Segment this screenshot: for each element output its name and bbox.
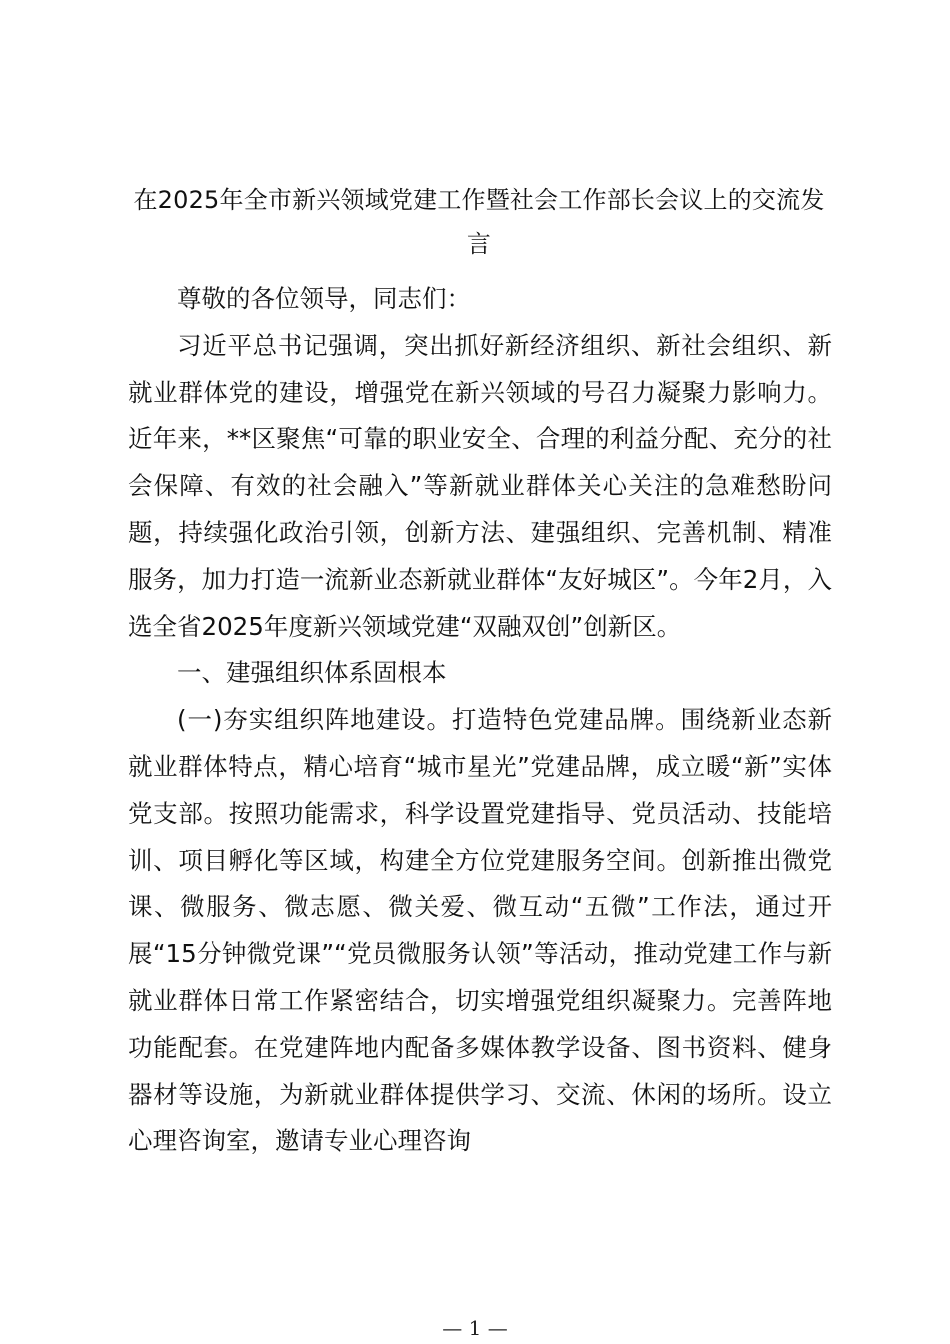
salutation: 尊敬的各位领导，同志们： — [177, 284, 471, 313]
document-body — [128, 276, 832, 1165]
paragraph-1-1: (一)夯实组织阵地建设。打造特色党建品牌。围绕新业态新就业群体特点，精心培育“城市星光”党建品牌，成立暖“新”实体党支部。按照功能需求，科学设置党建指导、党员活动、技能培训、项目孵化等区域，构建全方位党建服务空间。创新推出微党课、微服务、微志愿、微关爱、微互动“五微”工作法，通过开展“15分钟微党课”“党员微服务认领”等活动，推动党建工作与新就业群体日常工作紧密结合，切实增强党组织凝聚力。完善阵地功能配套。在党建阵地内配备多媒体教学设备、图书资料、健身器材等设施，为新就业群体提供学习、交流、休闲的场所。设立心理咨询室，邀请专业心理咨询 — [128, 705, 832, 1156]
document-title: 在2025年全市新兴领域党建工作暨社会工作部长会议上的交流发言 — [133, 186, 825, 258]
paragraph-intro: 习近平总书记强调，突出抓好新经济组织、新社会组织、新就业群体党的建设，增强党在新兴领域的号召力凝聚力影响力。近年来，**区聚焦“可靠的职业安全、合理的利益分配、充分的社会保障、有效的社会融入”等新就业群体关心关注的急难愁盼问题，持续强化政治引领，创新方法、建强组织、完善机制、精准服务，加力打造一流新业态新就业群体“友好城区”。今年2月，入选全省2025年度新兴领域党建“双融双创”创新区。 — [128, 330, 832, 641]
page-number: — 1 — — [442, 1316, 508, 1340]
section-heading-1: 一、建强组织体系固根本 — [177, 658, 447, 688]
